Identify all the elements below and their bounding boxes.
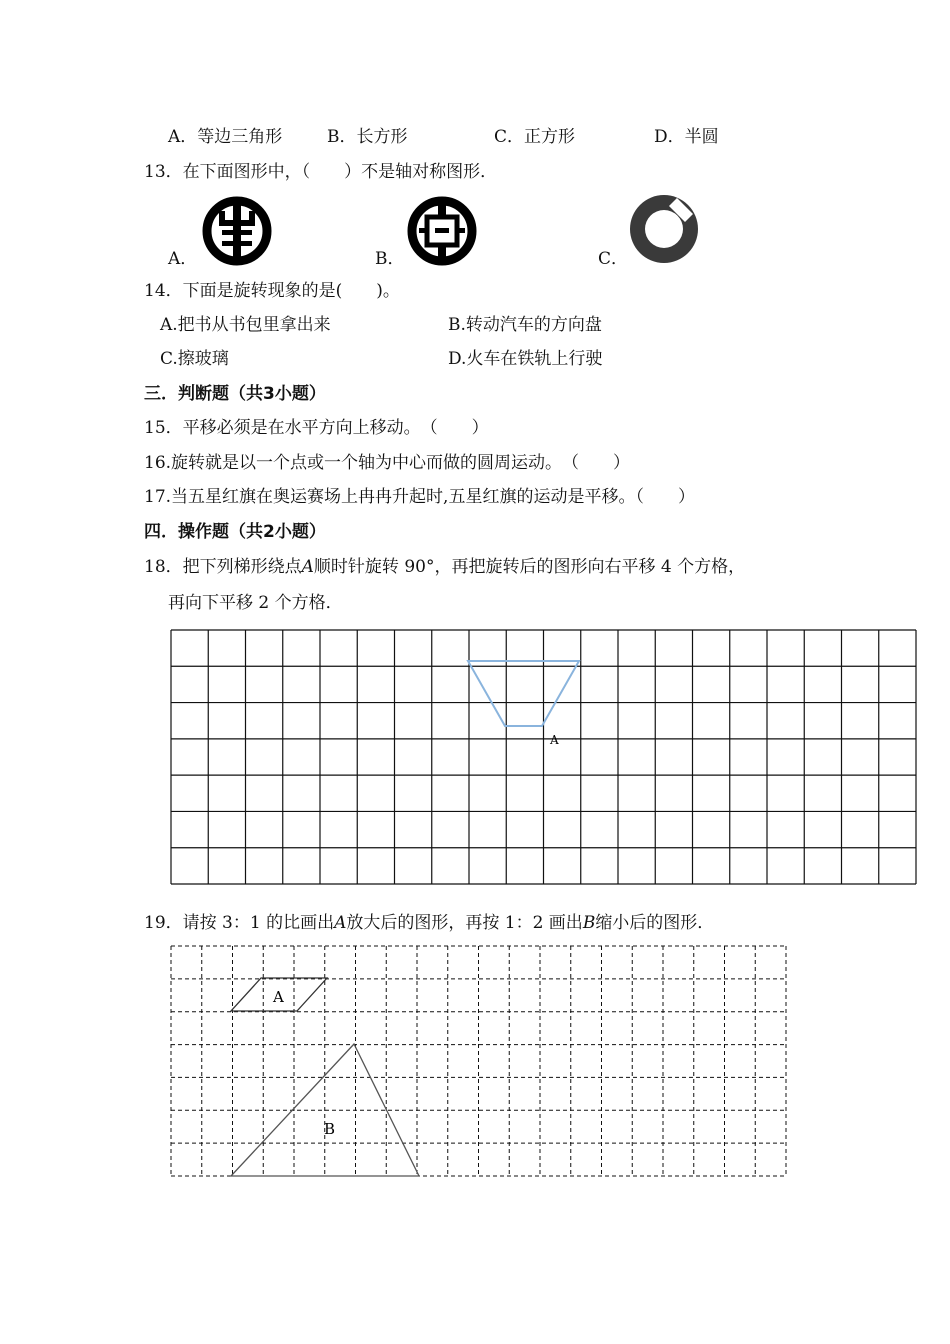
q13-stem: 13．在下面图形中，（ ）不是轴对称图形．	[144, 162, 498, 182]
q19-post: 缩小后的图形．	[595, 913, 715, 933]
q12-option-c: C．正方形	[494, 127, 576, 147]
q18-grid[interactable]	[170, 629, 917, 885]
q19-pre: 19．请按 3：1 的比画出	[144, 913, 335, 933]
construction-bank-logo-icon	[625, 192, 703, 266]
q15-text: 15．平移必须是在水平方向上移动。 （ ）	[144, 418, 489, 438]
section4-title: 四．操作题（共2小题）	[144, 522, 326, 542]
q14-option-b: B.转动汽车的方向盘	[448, 315, 602, 335]
q19-line	[144, 912, 714, 934]
section3-title: 三．判断题（共3小题）	[144, 384, 326, 404]
q18-line2: 再向下平移 2 个方格．	[168, 593, 343, 613]
q18-point: A	[301, 557, 314, 577]
q14-stem: 14．下面是旋转现象的是( )。	[144, 281, 400, 301]
agricultural-bank-logo-icon	[200, 195, 274, 267]
q12-option-a: A．等边三角形	[168, 127, 283, 147]
q19-a: A	[334, 913, 347, 933]
q19-dashed-grid[interactable]	[170, 945, 790, 1180]
q18-line1	[144, 556, 745, 578]
q14-option-a: A.把书从书包里拿出来	[160, 315, 331, 335]
q12-option-b: B．长方形	[327, 127, 408, 147]
q17-text: 17.当五星红旗在奥运赛场上冉冉升起时,五星红旗的运动是平移。（ ）	[144, 487, 695, 507]
q13-label-a: A．	[168, 249, 198, 269]
q19-shape-a-label: A	[273, 988, 284, 1006]
q19-b: B	[582, 913, 596, 933]
q19-shape-b-label: B	[324, 1120, 336, 1138]
q16-text: 16.旋转就是以一个点或一个轴为中心而做的圆周运动。 （ ）	[144, 453, 631, 473]
q18-line1-pre: 18．把下列梯形绕点	[144, 557, 302, 577]
q18-point-label: A	[550, 733, 559, 747]
q14-option-c: C.擦玻璃	[160, 349, 229, 369]
q18-line1-post: 顺时针旋转 90°，再把旋转后的图形向右平移 4 个方格，	[313, 557, 746, 577]
q13-label-b: B．	[375, 249, 405, 269]
q18-trapezoid	[468, 661, 579, 726]
q12-option-d: D．半圆	[654, 127, 719, 147]
q14-option-d: D.火车在铁轨上行驶	[448, 349, 603, 369]
q19-mid: 放大后的图形，再按 1：2 画出	[346, 913, 583, 933]
icbc-logo-icon	[405, 195, 479, 267]
q18-grid-lines	[171, 630, 916, 884]
q13-label-c: C．	[598, 249, 629, 269]
